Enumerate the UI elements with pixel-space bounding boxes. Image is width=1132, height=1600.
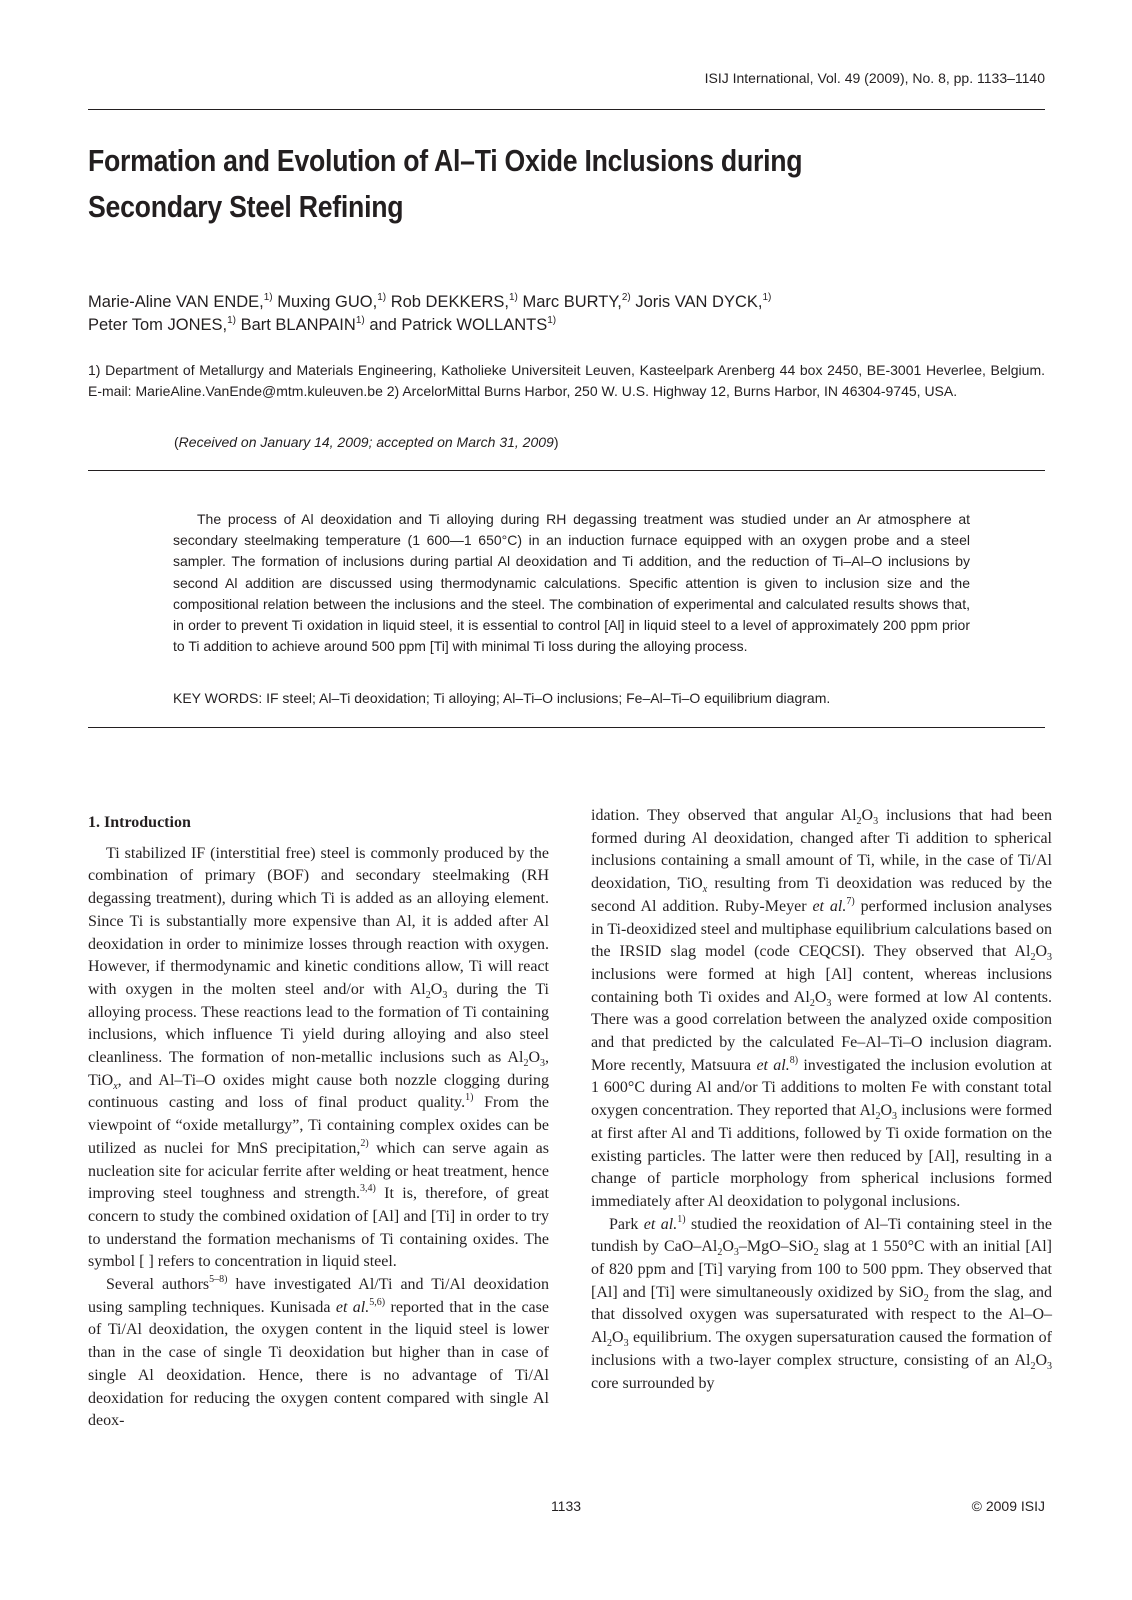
received-text: Received on January 14, 2009; accepted on March 31, 2009 (178, 434, 554, 450)
copyright-notice: © 2009 ISIJ (971, 1498, 1045, 1514)
page-number: 1133 (550, 1498, 582, 1514)
author-name: Bart BLANPAIN (240, 316, 356, 334)
abstract: The process of Al deoxidation and Ti alloying during RH degassing treatment was studied under an Ar atmosphere at secondary steelmaking temperature (1 600—1 650°C) in an induction furnace equipped with an oxygen probe and a steel sampler. The formation of inclusions during partial Al deoxidation and Ti addition, and the reduction of Ti–Al–O inclusions by second Al addition are discussed using thermodynamic calculations. Specific attention is given to inclusion size and the compositional relation between the inclusions and the steel. The combination of experimental and calculated results shows that, in order to prevent Ti oxidation in liquid steel, it is essential to control [Al] in liquid steel to a level of approximately 200 ppm prior to Ti addition to achieve around 500 ppm [Ti] with minimal Ti loss during the alloying process. (173, 511, 970, 655)
affiliation-mark: 1) (227, 315, 236, 326)
author-name: Marc BURTY, (522, 293, 622, 311)
author-name: Muxing GUO, (277, 293, 378, 311)
author-list (88, 291, 1045, 337)
affiliation-mark: 1) (263, 292, 273, 303)
author-name: Peter Tom JONES, (88, 316, 228, 334)
body-paragraph: Ti stabilized IF (interstitial free) steel is commonly produced by the combination of primary (BOF) and secondary steelmaking (RH degassing treatment), during which Ti is added as an alloying element. Since Ti is substantially more expensive than Al, it is added after Al deoxidation in order to minimize losses through reaction with oxygen. However, if thermodynamic and kinetic conditions allow, Ti will react with oxygen in the molten steel and/or with $Al_2O_3$ during the Ti alloying process. These reactions lead to the formation of Ti containing inclusions, which influence Ti yield during alloying and also steel cleanliness. The formation of non-metallic inclusions such as $Al_2O_3$, TiO$_x$, and Al–Ti–O oxides might cause both nozzle clogging during continuous casting and loss of final product quality.$^{1)}$ From the viewpoint of “oxide metallurgy”, Ti containing complex oxides can be utilized as nuclei for MnS precipitation,$^{2)}$ which can serve again as nucleation site for acicular ferrite after welding or heat treatment, hence improving steel toughness and strength.$^{3,4)}$ It is, therefore, of great concern to study the combined oxidation of [Al] and [Ti] in order to try to understand the formation mechanisms of Ti containing oxides. The symbol [ ] refers to concentration in liquid steel. (88, 844, 550, 1271)
header-rule (88, 109, 1045, 110)
journal-citation: ISIJ International, Vol. 49 (2009), No. 8, pp. 1133–1140 (704, 70, 1045, 86)
citation-mark: 1) (677, 1213, 686, 1225)
right-column (591, 805, 1052, 1395)
body-paragraph: idation. They observed that angular $Al_2O_3$ inclusions that had been formed during Al deoxidation, changed after Ti addition to spherical inclusions containing a small amount of Ti, while, in the case of Ti/Al deoxidation, TiO$_x$ resulting from Ti deoxidation was reduced by the second Al addition. Ruby-Meyer et al.$^{7)}$ performed inclusion analyses in Ti-deoxidized steel and multiphase equilibrium calculations based on the IRSID slag model (code CEQCSI). They observed that $Al_2O_3$ inclusions were formed at high [Al] content, whereas inclusions containing both Ti oxides and $Al_2O_3$ were formed at low Al contents. There was a good correlation between the analyzed oxide composition and that predicted by the calculated Fe–Al–Ti–O inclusion diagram. More recently, Matsuura et al.$^{8)}$ investigated the inclusion evolution at 1 600°C during Al and/or Ti additions to molten Fe with constant total oxygen concentration. They reported that $Al_2O_3$ inclusions were formed at first after Al and Ti additions, followed by Ti oxide formation on the existing particles. The latter were then reduced by [Al], resulting in a change of particle morphology from spherical inclusions formed immediately after Al deoxidation to polygonal inclusions. (591, 807, 1053, 1210)
received-paren-open: ( (174, 434, 179, 450)
body-paragraph: Park et al.$^{1)}$ studied the reoxidation of Al–Ti containing steel in the tundish by CaO–$Al_2O_3-MgO-SiO_2$ slag at 1 550°C with an initial [Al] of 820 ppm and [Ti] varying from 100 to 500 ppm. They observed that [Al] and [Ti] were simultaneously oxidized by SiO$_2$ from the slag, and that dissolved oxygen was supersaturated with respect to the $Al-O-Al_2O_3$ equilibrium. The oxygen supersaturation caused the formation of inclusions with a two-layer complex structure, consisting of an $Al_2O_3$ core surrounded by (591, 1213, 1053, 1392)
received-date (174, 434, 559, 450)
author-name: Rob DEKKERS, (390, 293, 509, 311)
body-paragraph: Several authors$^{5-8)}$ have investigated Al/Ti and Ti/Al deoxidation using sampling techniques. Kunisada et al.$^{5,6)}$ reported that in the case of Ti/Al deoxidation, the oxygen content in the liquid steel is lower than in the case of single Ti deoxidation but higher than in case of single Al deoxidation. Hence, there is no advantage of Ti/Al deoxidation for reducing the oxygen content compared with single Al deox- (88, 1274, 550, 1430)
abstract-top-rule (88, 470, 1045, 471)
author-name: Joris VAN DYCK, (635, 293, 763, 311)
paper-title: Formation and Evolution of Al–Ti Oxide Inclusions during Secondary Steel Refining (88, 143, 803, 224)
affiliation-mark: 2) (621, 292, 631, 303)
citation-mark: 1) (465, 1092, 474, 1104)
left-column (88, 812, 549, 1433)
affiliation-mark: 1) (509, 292, 518, 303)
citation-mark: 5,6) (369, 1296, 386, 1308)
citation-mark: 5–8) (209, 1274, 228, 1286)
citation-mark: 3,4) (359, 1183, 376, 1195)
affiliation-mark: 1) (355, 315, 365, 326)
author-name: Marie-Aline VAN ENDE, (88, 293, 264, 311)
affiliation-mark: 1) (762, 292, 772, 303)
affiliations: 1) Department of Metallurgy and Materials Engineering, Katholieke Universiteit Leuven, Kasteelpark Arenberg 44 box 2450, BE-3001 Heverlee, Belgium. E-mail: MarieAline.VanEnde@mtm.kuleuven.be 2) ArcelorMittal Burns Harbor, 250 W. U.S. Highway 12, Burns Harbor, IN 46304-9745, USA. (88, 362, 1045, 399)
affiliation-mark: 1) (377, 292, 387, 303)
author-name: and Patrick WOLLANTS (369, 316, 548, 334)
abstract-bottom-rule (88, 727, 1045, 728)
keywords: KEY WORDS: IF steel; Al–Ti deoxidation; Ti alloying; Al–Ti–O inclusions; Fe–Al–Ti–O equilibrium diagram. (173, 690, 831, 706)
affiliation-mark: 1) (547, 315, 557, 326)
received-paren-close: ) (553, 434, 559, 450)
citation-mark: 7) (846, 895, 855, 907)
section-heading: 1. Introduction (88, 814, 191, 831)
citation-mark: 8) (789, 1054, 799, 1066)
citation-mark: 2) (360, 1137, 369, 1149)
